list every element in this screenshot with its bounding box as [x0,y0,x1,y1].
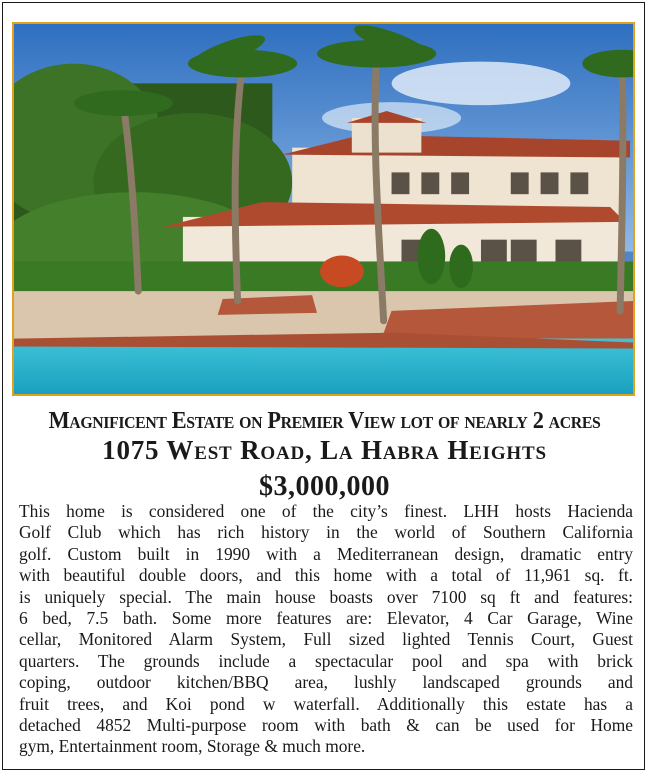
description-line: 6 bed, 7.5 bath. Some more features are: Elevator, 4 Car Garage, Wine [19,608,633,629]
description-line: Golf Club which has rich history in the world of Southern California [19,522,633,543]
description-line: coping, outdoor kitchen/BBQ area, lushly landscaped grounds and [19,672,633,693]
description-line: This home is considered one of the city’s finest. LHH hosts Hacienda [19,501,633,521]
estate-photo-illustration [14,24,633,394]
description-line: detached 4852 Multi-purpose room with bath & can be used for Home [19,715,633,736]
listing-description [19,501,633,758]
description-line: is uniquely special. The main house boasts over 7100 sq ft and features: [19,586,633,607]
listing-address: 1075 West Road, La Habra Heights [102,435,547,465]
description-line: gym, Entertainment room, Storage & much more. [19,736,366,757]
listing-headline: Magnificent Estate on Premier View lot of nearly 2 acres [48,408,601,434]
estate-photo [12,22,635,396]
listing-price: $3,000,000 [259,471,390,502]
description-line: cellar, Monitored Alarm System, Full sized lighted Tennis Court, Guest [19,629,633,650]
description-line: fruit trees, and Koi pond w waterfall. Additionally this estate has a [19,693,633,714]
description-line: quarters. The grounds include a spectacular pool and spa with brick [19,650,633,671]
description-line: with beautiful double doors, and this home with a total of 11,961 sq. ft. [19,565,633,586]
description-line: golf. Custom built in 1990 with a Mediterranean design, dramatic entry [19,543,633,564]
